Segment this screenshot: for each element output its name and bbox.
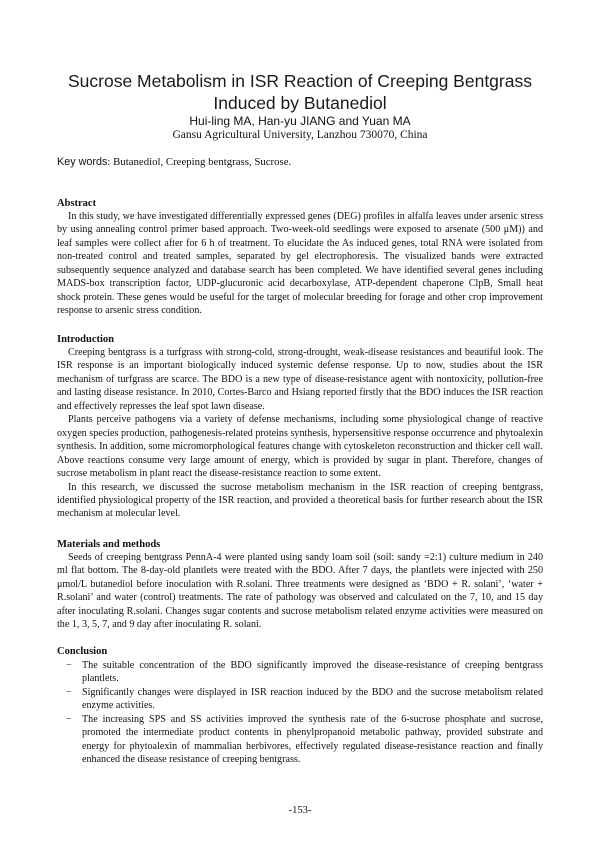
- keywords: [57, 155, 557, 169]
- conclusion-heading: Conclusion: [57, 646, 108, 657]
- conclusion-item: [57, 713, 543, 767]
- introduction-paragraph-2: Plants perceive pathogens via a variety of defense mechanisms, including some physiological change of reactive oxygen species production, pathogenesis-related proteins synthesis, hypersensitive response occurrence and phytoalexin synthesis. In addition, some micromorphological features change with cytoskeleton reconstruction and thicker cell wall. Above reactions consume very large amount of energy, which is provided by sugar in plant. Therefore, changes of sucrose metabolism in plant react the disease-resistance reaction to some extent.: [57, 414, 543, 480]
- methods-paragraph: Seeds of creeping bentgrass PennA-4 were planted using sandy loam soil (soil: sandy =2:1) culture medium in 240 ml flat bottom. The 8-day-old plantlets were treated with the BDO. After 7 days, the plantlets were injected with 250 μmol/L butanediol before inoculation with R.solani. Three treatments were designed as ‘BDO + R. solani’, ‘water + R.solani’ and water (control) treatments. The rate of pathology was observed and calculated on the 7, 10, and 15 day after inoculating R.solani. Changes sugar contents and sucrose metabolism related enzyme activities were measured on the 1, 3, 5, 7, and 9 day after inoculating R. solani.: [57, 552, 543, 631]
- introduction-paragraph-1: Creeping bentgrass is a turfgrass with strong-cold, strong-drought, weak-disease resistances and beautiful look. The ISR response is an important biologically induced systemic defense response. Up to now, studies about the ISR mechanism of turfgrass are scarce. The BDO is a new type of disease-resistance agent with nontoxicity, pollution-free and lasting disease resistance. In 2010, Cortes-Barco and Hsiang reported firstly that the BDO induces the ISR reaction and effectively represses the leaf spot lawn disease.: [57, 347, 543, 412]
- keywords-label: Key words: [57, 156, 108, 168]
- paper-title-line-2: Induced by Butanediol: [213, 93, 387, 113]
- paper-title-line-1: Sucrose Metabolism in ISR Reaction of Creeping Bentgrass: [68, 71, 532, 91]
- introduction-paragraph-3: In this research, we discussed the sucrose metabolism mechanism in the ISR reaction of creeping bentgrass, identified physiological property of the ISR reaction, and provided a theoretical basis for further research about the ISR mechanism at molecular level.: [57, 481, 543, 520]
- conclusion-item: [57, 659, 543, 686]
- page-number: -153-: [288, 805, 312, 816]
- introduction-body: [57, 346, 543, 521]
- introduction-heading: Introduction: [57, 334, 114, 345]
- abstract-heading: Abstract: [57, 198, 97, 209]
- methods-body: [57, 551, 543, 632]
- conclusion-item-text: The suitable concentration of the BDO significantly improved the disease-resistance of creeping bentgrass plantlets.: [82, 660, 543, 685]
- conclusion-item-text: Significantly changes were displayed in ISR reaction induced by the BDO and the sucrose metabolism related enzyme activities.: [82, 686, 543, 712]
- dash-bullet: −: [66, 713, 72, 725]
- conclusion-item: [57, 686, 543, 713]
- keywords-text: : Butanediol, Creeping bentgrass, Sucrose.: [107, 156, 292, 168]
- authors: Hui-ling MA, Han-yu JIANG and Yuan MA: [189, 114, 411, 128]
- methods-heading: Materials and methods: [57, 539, 161, 550]
- conclusion-list: [57, 659, 543, 767]
- abstract-body: [57, 210, 543, 318]
- conclusion-item-text: The increasing SPS and SS activities improved the synthesis rate of the 6-sucrose phosphate and sucrose, promoted the intermediate product contents in phenylpropanoid metabolic pathway, provided substrate and energy for phytoalexin of mammalian herbivores, effectively regulated disease-resistance reaction and finally enhanced the disease resistance of creeping bentgrass.: [82, 713, 543, 766]
- abstract-paragraph: In this study, we have investigated differentially expressed genes (DEG) profiles in alfalfa leaves under arsenic stress by using annealing control primer based approach. Two-week-old seedlings were exposed to arsenate (500 μM)) and leaf samples were collect after for 6 h of treatment. To elucidate the As induced genes, total RNA were isolated from non-treated control and treated samples, separated by gel electrophoresis. The visualized bands were extracted subsequently sequence analyzed and database search has been completed. We have identified several genes including MADS-box transcription factor, UDP-glucuronic acid decarboxylase, ATP-dependent chaperone ClpB, Small heat shock protein. These genes would be useful for the target of molecular breeding for forage and other crop improvement response to arsenic stress condition.: [57, 211, 543, 317]
- dash-bullet: −: [66, 660, 72, 671]
- affiliation: Gansu Agricultural University, Lanzhou 730070, China: [172, 129, 428, 141]
- dash-bullet: −: [66, 686, 72, 698]
